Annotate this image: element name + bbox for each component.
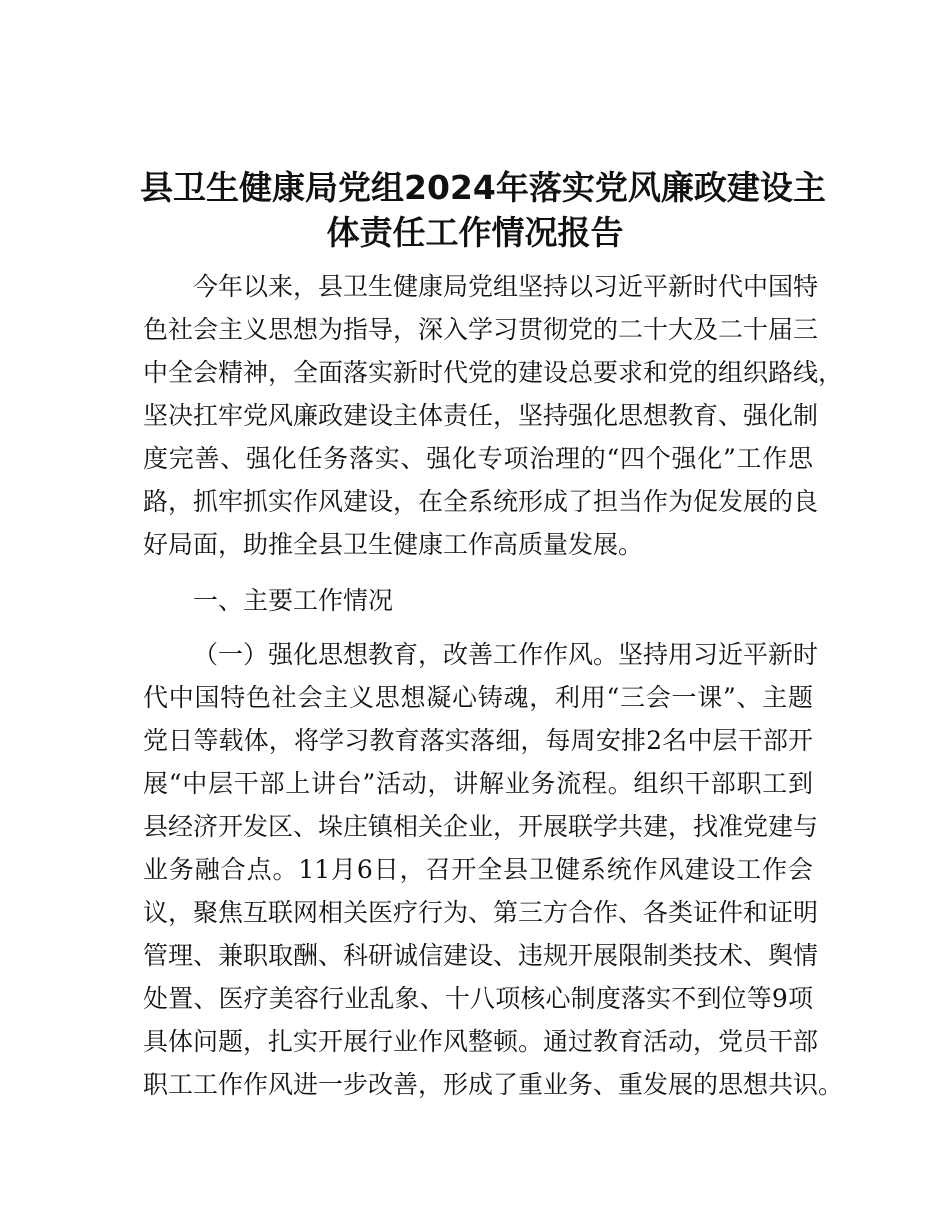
paragraph-line: 处置、医疗美容行业乱象、十八项核心制度落实不到位等9项 (143, 984, 813, 1013)
paragraph-line: 具体问题，扎实开展行业作风整顿。通过教育活动，党员干部 (143, 1027, 819, 1056)
paragraph-line: 县经济开发区、垛庄镇相关企业，开展联学共建，找准党建与 (143, 812, 819, 841)
paragraph-line: 议，聚焦互联网相关医疗行为、第三方合作、各类证件和证明 (143, 898, 819, 927)
paragraph-line: 职工工作作风进一步改善，形成了重业务、重发展的思想共识。 (143, 1070, 844, 1099)
paragraph-line: （一）强化思想教育，改善工作作风。坚持用习近平新时 (193, 640, 819, 669)
paragraph-line: 好局面，助推全县卫生健康工作高质量发展。 (143, 530, 644, 559)
paragraph-line: 中全会精神，全面落实新时代党的建设总要求和党的组织路线， (143, 358, 844, 387)
document-title-line-1: 县卫生健康局党组2024年落实党风廉政建设主 (140, 168, 826, 207)
paragraph-line: 路，抓牢抓实作风建设，在全系统形成了担当作为促发展的良 (143, 487, 819, 516)
paragraph-line: 代中国特色社会主义思想凝心铸魂，利用“三会一课”、主题 (143, 683, 813, 712)
paragraph-line: 展“中层干部上讲台”活动，讲解业务流程。组织干部职工到 (143, 769, 813, 798)
paragraph-line: 业务融合点。11月6日，召开全县卫健系统作风建设工作会 (143, 855, 813, 884)
paragraph-line: 管理、兼职取酬、科研诚信建设、违规开展限制类技术、舆情 (143, 941, 819, 970)
paragraph-line: 度完善、强化任务落实、强化专项治理的“四个强化”工作思 (143, 444, 813, 473)
paragraph-line: 今年以来，县卫生健康局党组坚持以习近平新时代中国特 (193, 272, 819, 301)
paragraph-line: 党日等载体，将学习教育落实落细，每周安排2名中层干部开 (143, 726, 813, 755)
paragraph-line: 色社会主义思想为指导，深入学习贯彻党的二十大及二十届三 (143, 315, 819, 344)
document-title-line-2: 体责任工作情况报告 (326, 213, 624, 252)
paragraph-line: 坚决扛牢党风廉政建设主体责任，坚持强化思想教育、强化制 (143, 401, 819, 430)
section-heading: 一、主要工作情况 (193, 586, 394, 615)
